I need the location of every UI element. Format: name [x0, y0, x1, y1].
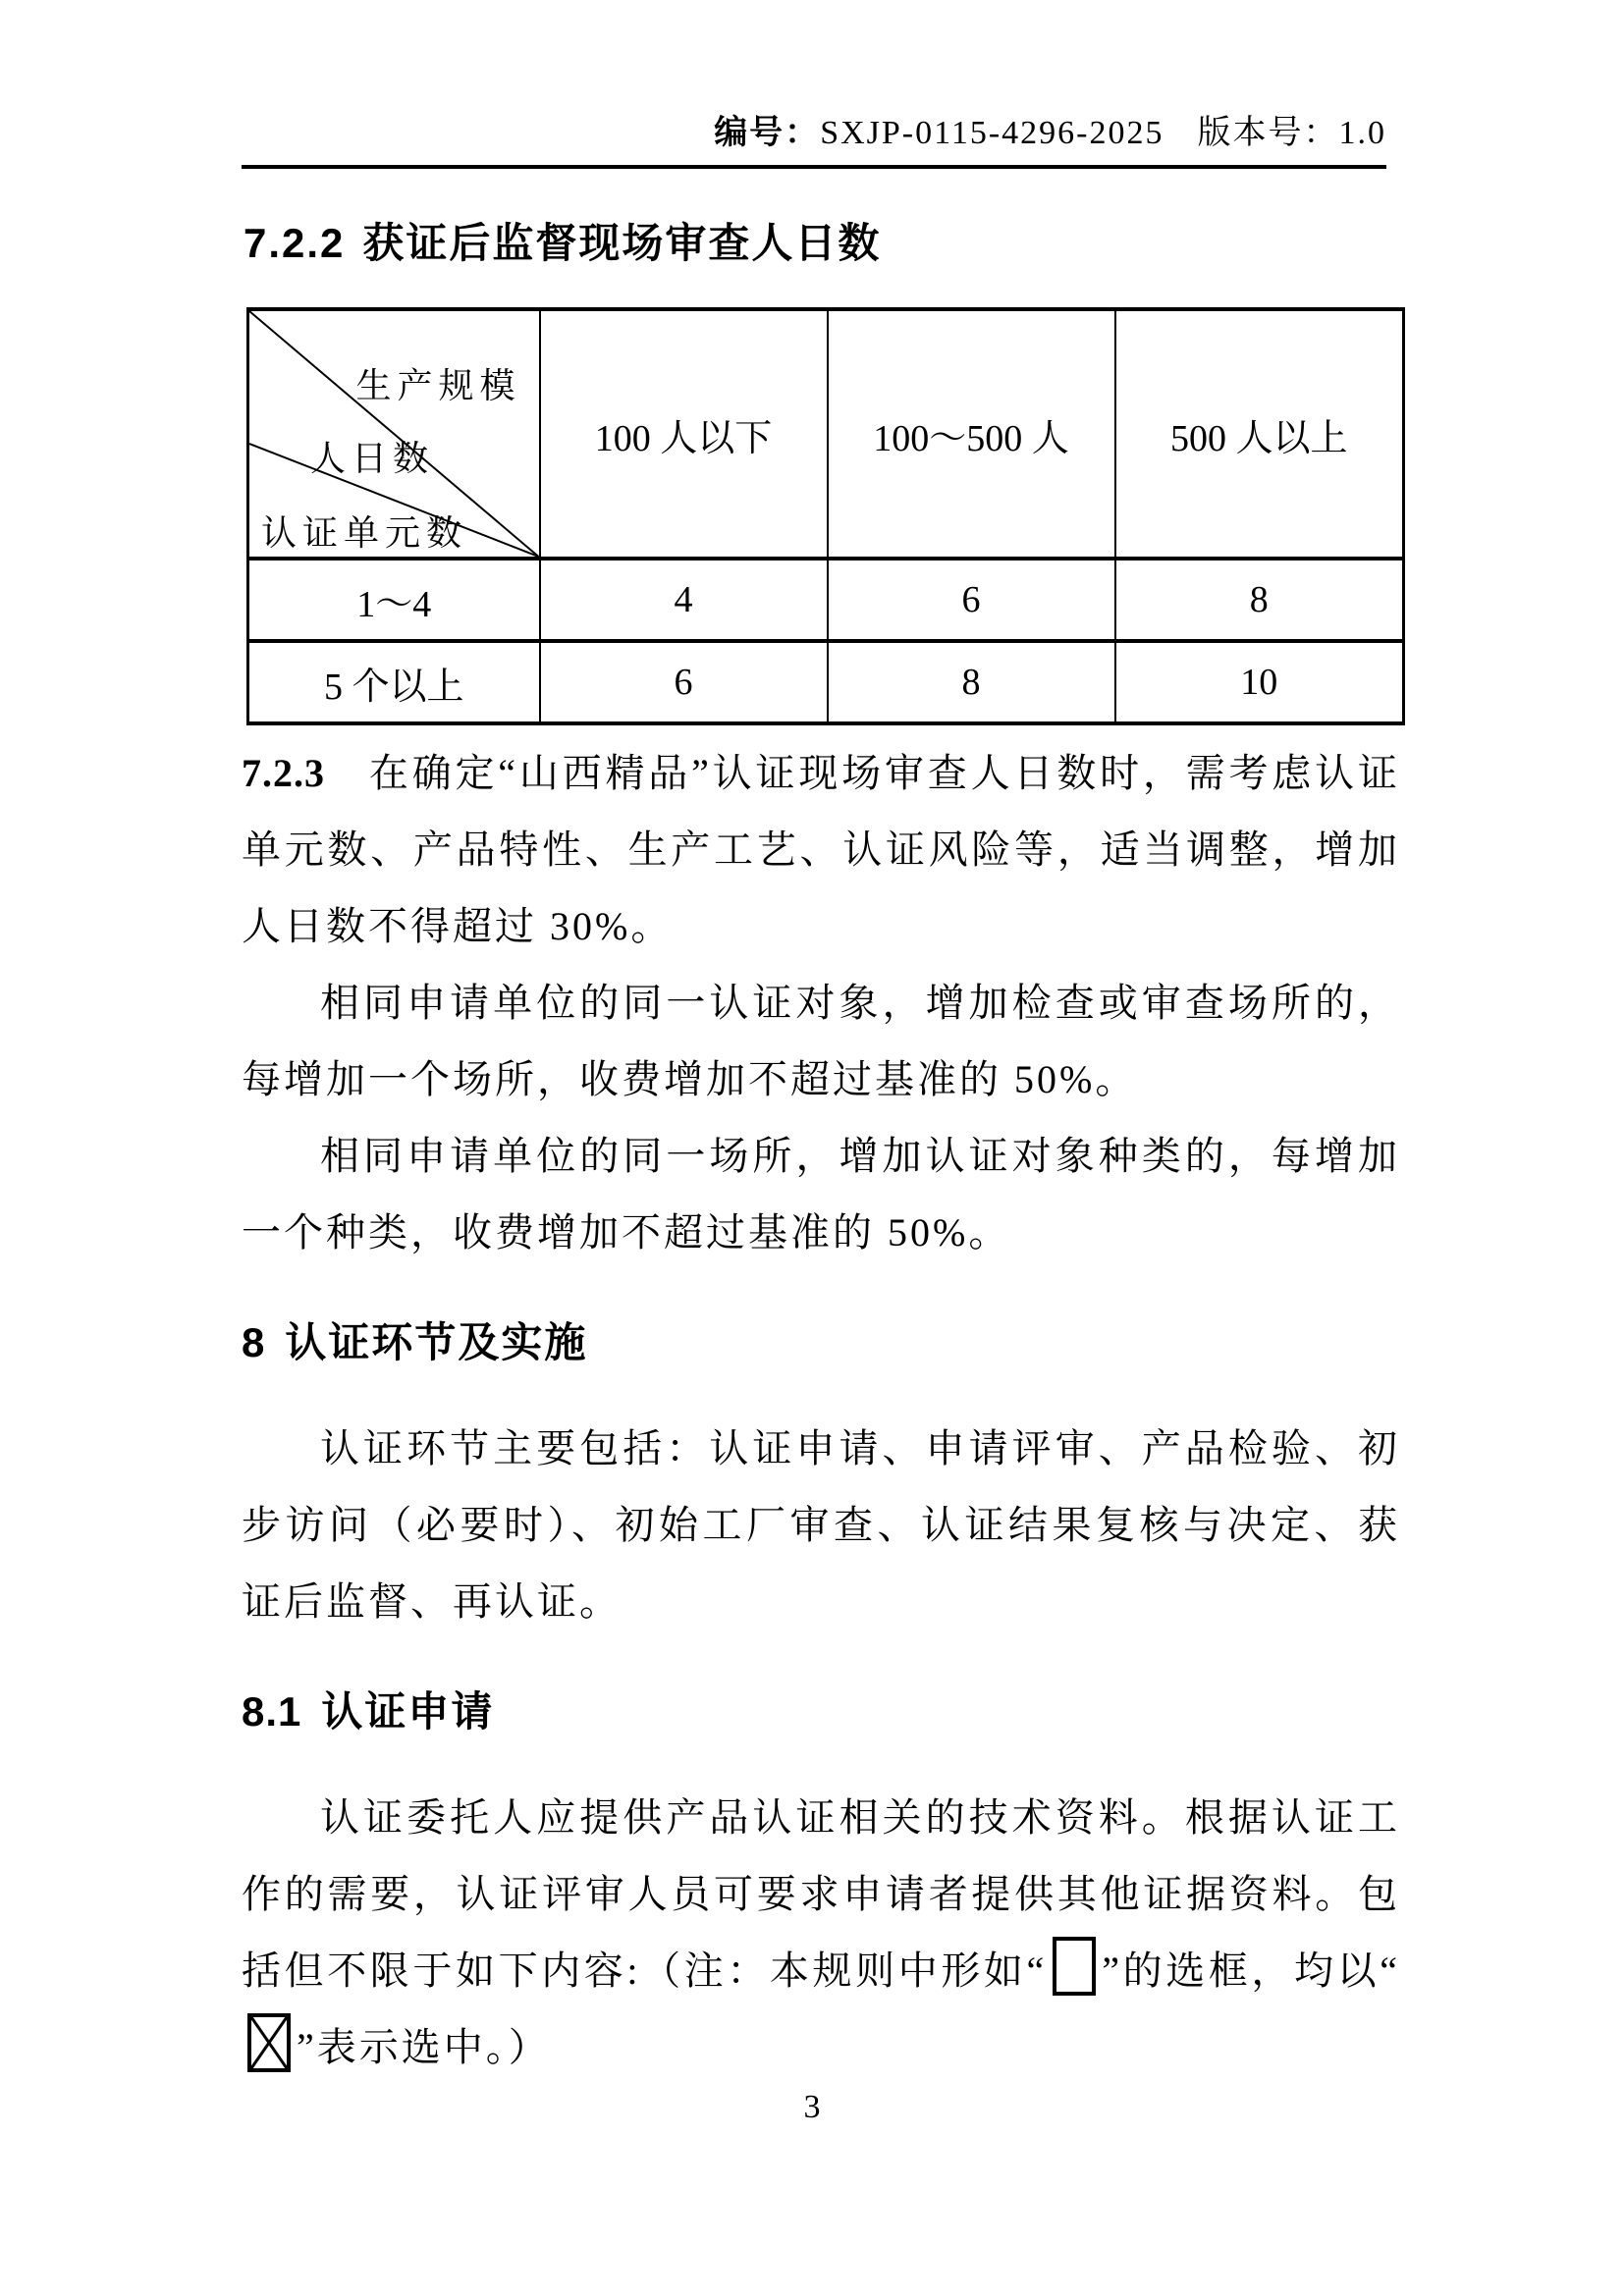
column-header: 100 人以下	[540, 309, 828, 559]
paragraph-text: 认证委托人应提供产品认证相关的技术资料。根据认证工作的需要，认证评审人员可要求申请者提供其他证据资料。包括但不限于如下内容:（注：本规则中形如“	[242, 1795, 1400, 1993]
empty-checkbox-glyph	[1053, 1937, 1096, 1996]
table-corner-cell	[248, 309, 540, 559]
paragraph-text: ”表示选中。）	[297, 2025, 551, 2069]
corner-label-cert-units: 认证单元数	[261, 513, 468, 553]
page-header	[242, 112, 1386, 155]
doc-number-label: 编号：	[714, 115, 821, 151]
table-header-row	[248, 309, 1404, 559]
paragraph-text: 在确定“山西精品”认证现场审查人日数时，需考虑认证单元数、产品特性、生产工艺、认证风险等，适当调整，增加人日数不得超过 30%。	[242, 751, 1400, 948]
column-header: 500 人以上	[1115, 309, 1404, 559]
row-label: 1～4	[248, 559, 540, 641]
section-heading-8	[242, 1305, 1400, 1381]
doc-number-value: SXJP-0115-4296-2025	[820, 115, 1164, 151]
table-cell: 6	[828, 559, 1115, 641]
table-cell: 6	[540, 641, 828, 723]
column-header: 100～500 人	[828, 309, 1115, 559]
version-label: 版本号：	[1197, 115, 1339, 151]
corner-label-person-days: 人日数	[310, 439, 435, 478]
paragraph-text: ”的选框，均以“	[1102, 1949, 1400, 1993]
header-rule	[242, 165, 1386, 169]
table-cell: 8	[828, 641, 1115, 723]
body-text	[242, 735, 1400, 2086]
section-title: 获证后监督现场审查人日数	[362, 220, 882, 266]
table-row	[248, 559, 1404, 641]
table-row	[248, 641, 1404, 723]
paragraph-apply	[242, 1780, 1400, 2086]
row-label: 5 个以上	[248, 641, 540, 723]
section-title: 认证环节及实施	[285, 1319, 588, 1365]
table-cell: 8	[1115, 559, 1404, 641]
paragraph-723	[242, 735, 1400, 965]
section-title: 认证申请	[321, 1688, 495, 1735]
table-cell: 10	[1115, 641, 1404, 723]
paragraph-links: 认证环节主要包括：认证申请、申请评审、产品检验、初步访问（必要时）、初始工厂审查、认证结果复核与决定、获证后监督、再认证。	[242, 1426, 1400, 1624]
section-heading-81	[242, 1674, 1400, 1750]
section-number: 7.2.2	[244, 220, 346, 266]
paragraph-add-type: 相同申请单位的同一场所，增加认证对象种类的，每增加一个种类，收费增加不超过基准的 50%。	[242, 1134, 1400, 1255]
version-value: 1.0	[1338, 115, 1386, 151]
audit-days-table	[246, 307, 1405, 725]
section-heading-722	[244, 218, 881, 269]
section-number: 8.1	[242, 1688, 302, 1735]
page-number: 3	[803, 2089, 821, 2125]
table-cell: 4	[540, 559, 828, 641]
paragraph-add-site: 相同申请单位的同一认证对象，增加检查或审查场所的，每增加一个场所，收费增加不超过基准的 50%。	[242, 981, 1400, 1101]
section-number: 8	[242, 1319, 266, 1365]
section-number: 7.2.3	[242, 751, 325, 795]
checked-checkbox-glyph	[247, 2013, 291, 2072]
corner-label-production-scale: 生产规模	[355, 366, 521, 405]
